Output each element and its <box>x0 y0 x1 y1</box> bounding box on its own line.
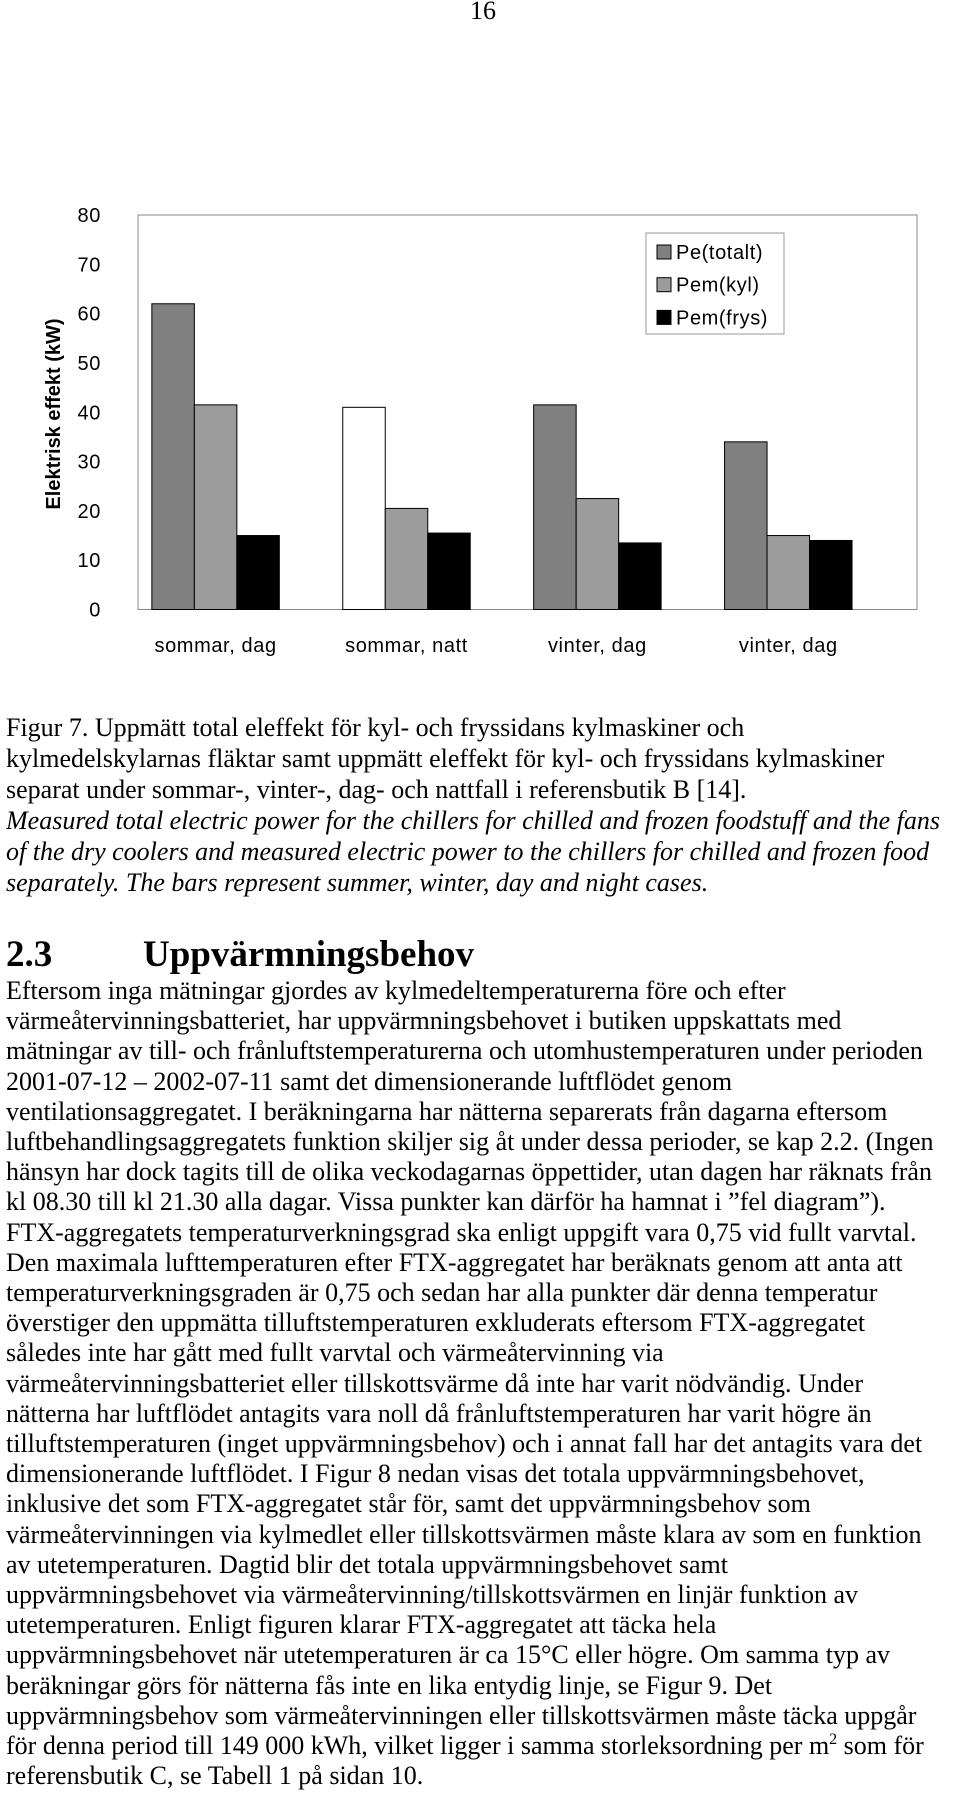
legend-swatch-pe-totalt <box>657 245 671 259</box>
superscript: 2 <box>829 1731 838 1749</box>
caption-line: kylmedelskylarnas fläktar samt uppmätt eleffekt för kyl- och fryssidans kylmaskiner <box>6 744 885 773</box>
caption-line: Figur 7. Uppmätt total eleffekt för kyl- och fryssidans kylmaskiner och <box>6 713 745 742</box>
body-line: referensbutik C, se Tabell 1 på sidan 10. <box>6 1761 424 1791</box>
bar-pe-totalt-4 <box>725 442 768 610</box>
caption-line: separat under sommar-, vinter-, dag- och nattfall i referensbutik B [14]. <box>6 775 747 804</box>
y-tick-label: 20 <box>77 500 101 523</box>
legend <box>646 233 784 334</box>
body-line: nätterna har luftflödet antagits vara noll då frånluftstemperaturen har varit högre än <box>6 1398 872 1428</box>
body-line: överstiger den uppmätta tilluftstemperaturen exkluderats eftersom FTX-aggregatet <box>6 1308 866 1338</box>
body-line: mätningar av till- och frånluftstemperaturerna och utomhustemperaturen under perioden <box>6 1036 923 1066</box>
bar-pem-kyl-1 <box>194 405 237 610</box>
body-line: luftbehandlingsaggregatets funktion skiljer sig åt under dessa perioder, se kap 2.2. (Ingen <box>6 1127 934 1157</box>
bar-pe-totalt-1 <box>152 304 195 610</box>
body-line: således inte har gått med fullt varvtal och värmeåtervinning via <box>6 1338 664 1368</box>
bar-pem-frys-3 <box>619 543 662 610</box>
body-text <box>6 976 956 1791</box>
body-line: värmeåtervinningsbatteriet, har uppvärmningsbehovet i butiken uppskattats med <box>6 1006 842 1036</box>
legend-label: Pem(kyl) <box>676 274 760 297</box>
caption-line: of the dry coolers and measured electric power to the chillers for chilled and frozen food <box>6 837 930 866</box>
bars <box>152 304 852 610</box>
bar-pem-kyl-2 <box>385 508 428 609</box>
bar-chart <box>0 0 960 690</box>
body-line: ventilationsaggregatet. I beräkningarna har nätterna separerats från dagarna eftersom <box>6 1096 888 1126</box>
body-line: beräkningar görs för nätterna fås inte en lika entydig linje, se Figur 9. Det <box>6 1670 773 1700</box>
y-tick-label: 0 <box>89 599 101 622</box>
caption-line: Measured total electric power for the chillers for chilled and frozen foodstuff and the fans <box>6 806 940 835</box>
body-line: dimensionerande luftflödet. I Figur 8 nedan visas det totala uppvärmningsbehovet, <box>6 1459 865 1489</box>
legend-swatch-pem-frys <box>657 310 671 324</box>
body-line: Den maximala lufttemperaturen efter FTX-aggregatet har beräknats genom att anta att <box>6 1247 903 1277</box>
page-number: 16 <box>470 0 496 25</box>
x-axis-categories <box>154 635 837 657</box>
y-tick-label: 60 <box>77 303 101 326</box>
bar-pem-frys-2 <box>428 533 471 609</box>
section-heading <box>0 934 960 976</box>
body-line: hänsyn har dock tagits till de olika veckodagarnas öppettider, utan dagen har räknats från <box>6 1157 932 1187</box>
figure-caption <box>6 712 956 898</box>
body-line: inklusive det som FTX-aggregatet står för, samt det uppvärmningsbehov som <box>6 1489 811 1519</box>
x-category-label: vinter, dag <box>547 635 647 657</box>
legend-label: Pem(frys) <box>676 307 769 330</box>
body-line: 2001-07-12 – 2002-07-11 samt det dimensionerande luftflödet genom <box>6 1066 733 1096</box>
y-tick-label: 10 <box>77 550 101 573</box>
bar-pe-totalt-3 <box>534 405 577 610</box>
x-category-label: sommar, dag <box>154 635 277 657</box>
body-line-segment: som för <box>837 1731 924 1761</box>
section-title: Uppvärmningsbehov <box>143 934 475 975</box>
y-tick-label: 40 <box>77 402 101 425</box>
bar-pem-kyl-3 <box>576 499 619 610</box>
body-line: värmeåtervinningsbatteriet eller tillskottsvärme då inte har varit nödvändig. Under <box>6 1368 863 1398</box>
body-line: utetemperaturen. Enligt figuren klarar FTX-aggregatet att täcka hela <box>6 1610 717 1640</box>
body-line-segment: för denna period till 149 000 kWh, vilket ligger i samma storleksordning per m <box>6 1731 830 1761</box>
body-line: uppvärmningsbehovet när utetemperaturen är ca 15°C eller högre. Om samma typ av <box>6 1640 890 1670</box>
y-tick-label: 80 <box>77 205 101 227</box>
legend-swatch-pem-kyl <box>657 278 671 292</box>
body-line: uppvärmningsbehov som värmeåtervinningen eller tillskottsvärmen måste täcka uppgår <box>6 1700 917 1730</box>
bar-pem-frys-1 <box>237 536 280 610</box>
body-line: av utetemperaturen. Dagtid blir det totala uppvärmningsbehovet samt <box>6 1549 729 1579</box>
y-axis-title: Elektrisk effekt (kW) <box>43 318 65 510</box>
y-tick-label: 50 <box>77 352 101 375</box>
body-line: Eftersom inga mätningar gjordes av kylmedeltemperaturerna före och efter <box>6 976 786 1005</box>
y-tick-label: 30 <box>77 451 101 474</box>
body-line: värmeåtervinningen via kylmedlet eller tillskottsvärmen måste klara av som en funktion <box>6 1519 922 1549</box>
bar-pem-kyl-4 <box>767 536 810 610</box>
body-line: temperaturverkningsgraden är 0,75 och sedan har alla punkter där denna temperatur <box>6 1278 878 1308</box>
body-line: kl 08.30 till kl 21.30 alla dagar. Vissa punkter kan därför ha hamnat i ”fel diagram”). <box>6 1187 886 1217</box>
body-line: uppvärmningsbehovet via värmeåtervinning/tillskottsvärmen en linjär funktion av <box>6 1580 859 1610</box>
body-line <box>6 1731 956 1761</box>
x-category-label: vinter, dag <box>738 635 838 657</box>
legend-label: Pe(totalt) <box>676 242 764 264</box>
body-line: tilluftstemperaturen (inget uppvärmningsbehov) och i annat fall har det antagits vara det <box>6 1429 923 1459</box>
bar-pe-totalt-2 <box>343 407 386 609</box>
bar-pem-frys-4 <box>810 540 853 609</box>
caption-line: separately. The bars represent summer, winter, day and night cases. <box>6 868 709 897</box>
y-tick-label: 70 <box>77 254 101 277</box>
y-axis-ticks <box>78 205 101 622</box>
x-category-label: sommar, natt <box>345 635 468 657</box>
section-number: 2.3 <box>6 934 53 975</box>
body-line: FTX-aggregatets temperaturverkningsgrad ska enligt uppgift vara 0,75 vid fullt varvtal. <box>6 1217 917 1247</box>
